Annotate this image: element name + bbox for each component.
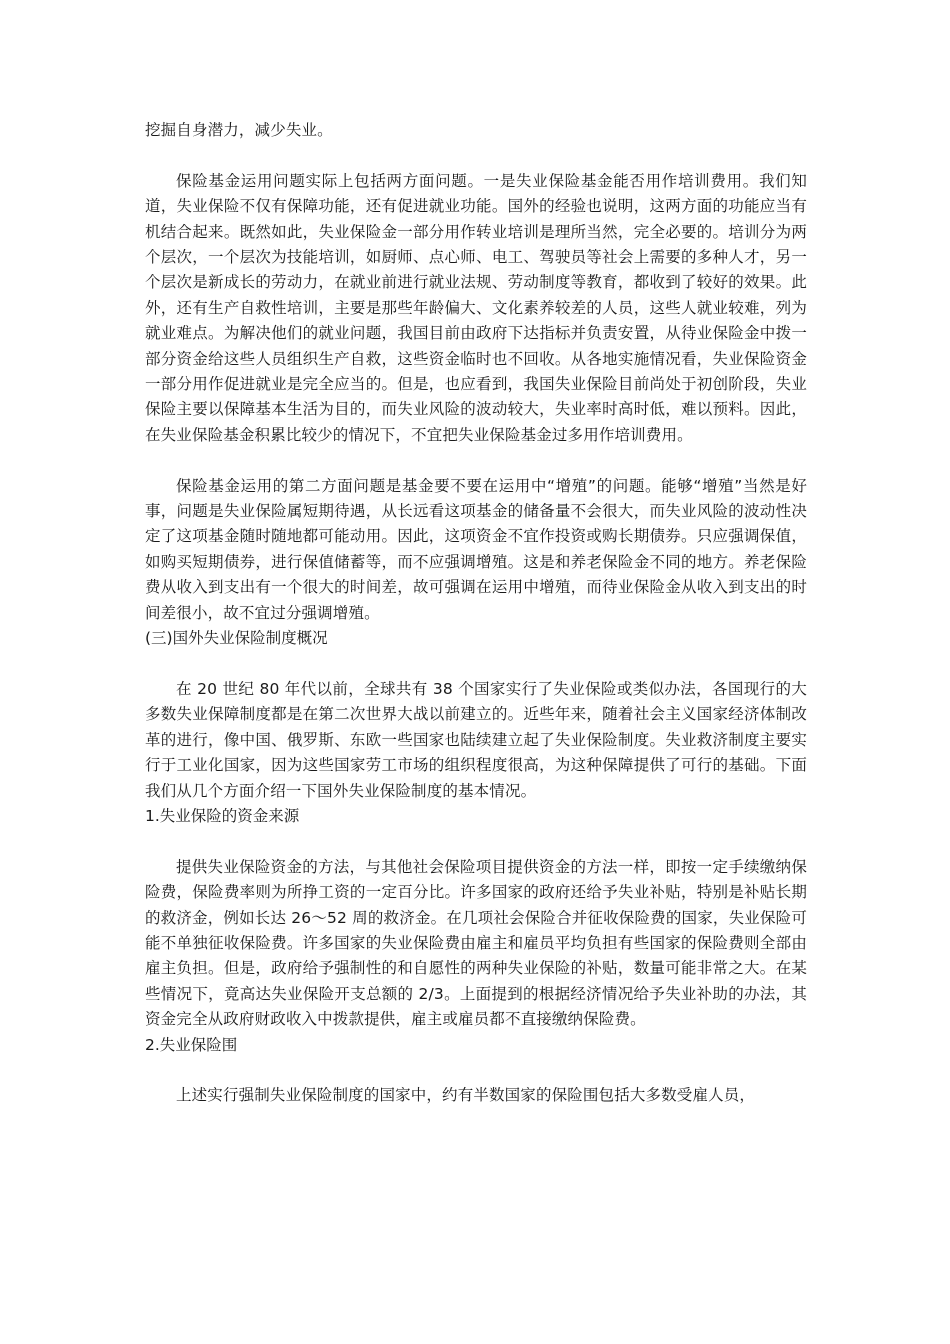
paragraph-fund-appreciation: 保险基金运用的第二方面问题是基金要不要在运用中“增殖”的问题。能够“增殖”当然是好事，问题是失业保险属短期待遇，从长远看这项基金的储备量不会很大，而失业风险的波动性决定了这项基金随时随地都可能动用。因此，这项资金不宜作投资或购长期债券。只应强调保值，如购买短期债券，进行保值储蓄等，而不应强调增殖。这是和养老保险金不同的地方。养老保险费从收入到支出有一个很大的时间差，故可强调在运用中增殖，而待业保险金从收入到支出的时间差很小，故不宜过分强调增殖。 [145, 476, 807, 622]
subheading-funding-source: 1.失业保险的资金来源 [145, 806, 300, 825]
paragraph-funding-source: 提供失业保险资金的方法，与其他社会保险项目提供资金的方法一样，即按一定手续缴纳保险费，保险费率则为所挣工资的一定百分比。许多国家的政府还给予失业补贴，特别是补贴长期的救济金，例如长达 26～52 周的救济金。在几项社会保险合并征收保险费的国家，失业保险可能不单独征收保险费。许多国家的失业保险费由雇主和雇员平均负担有些国家的保险费则全部由雇主负担。但是，政府给予强制性的和自愿性的两种失业保险的补贴，数量可能非常之大。在某些情况下，竟高达失业保险开支总额的 2/3。上面提到的根据经济情况给予失业补助的办法，其资金完全从政府财政收入中拨款提供，雇主或雇员都不直接缴纳保险费。 [145, 857, 807, 1029]
document-page [145, 118, 807, 1109]
subheading-coverage: 2.失业保险围 [145, 1035, 238, 1054]
paragraph-foreign-overview: 在 20 世纪 80 年代以前，全球共有 38 个国家实行了失业保险或类似办法，各国现行的大多数失业保障制度都是在第二次世界大战以前建立的。近些年来，随着社会主义国家经济体制改革的进行，像中国、俄罗斯、东欧一些国家也陆续建立起了失业保险制度。失业救济制度主要实行于工业化国家，因为这些国家劳工市场的组织程度很高，为这种保障提供了可行的基础。下面我们从几个方面介绍一下国外失业保险制度的基本情况。 [145, 679, 807, 800]
paragraph-continuation: 挖掘自身潜力，减少失业。 [145, 121, 333, 139]
paragraph-coverage: 上述实行强制失业保险制度的国家中，约有半数国家的保险围包括大多数受雇人员， [176, 1086, 756, 1105]
paragraph-fund-training: 保险基金运用问题实际上包括两方面问题。一是失业保险基金能否用作培训费用。我们知道，失业保险不仅有保障功能，还有促进就业功能。国外的经验也说明，这两方面的功能应当有机结合起来。既然如此，失业保险金一部分用作转业培训是理所当然，完全必要的。培训分为两个层次，一个层次为技能培训，如厨师、点心师、电工、驾驶员等社会上需要的多种人才，另一个层次是新成长的劳动力，在就业前进行就业法规、劳动制度等教育，都收到了较好的效果。此外，还有生产自救性培训，主要是那些年龄偏大、文化素养较差的人员，这些人就业较难，列为就业难点。为解决他们的就业问题，我国目前由政府下达指标并负责安置，从待业保险金中拨一部分资金给这些人员组织生产自救，这些资金临时也不回收。从各地实施情况看，失业保险资金一部分用作促进就业是完全应当的。但是，也应看到，我国失业保险目前尚处于初创阶段，失业保险主要以保障基本生活为目的，而失业风险的波动较大，失业率时高时低，难以预料。因此，在失业保险基金积累比较少的情况下，不宜把失业保险基金过多用作培训费用。 [145, 171, 807, 444]
section-heading-foreign-overview: (三)国外失业保险制度概况 [145, 629, 328, 648]
